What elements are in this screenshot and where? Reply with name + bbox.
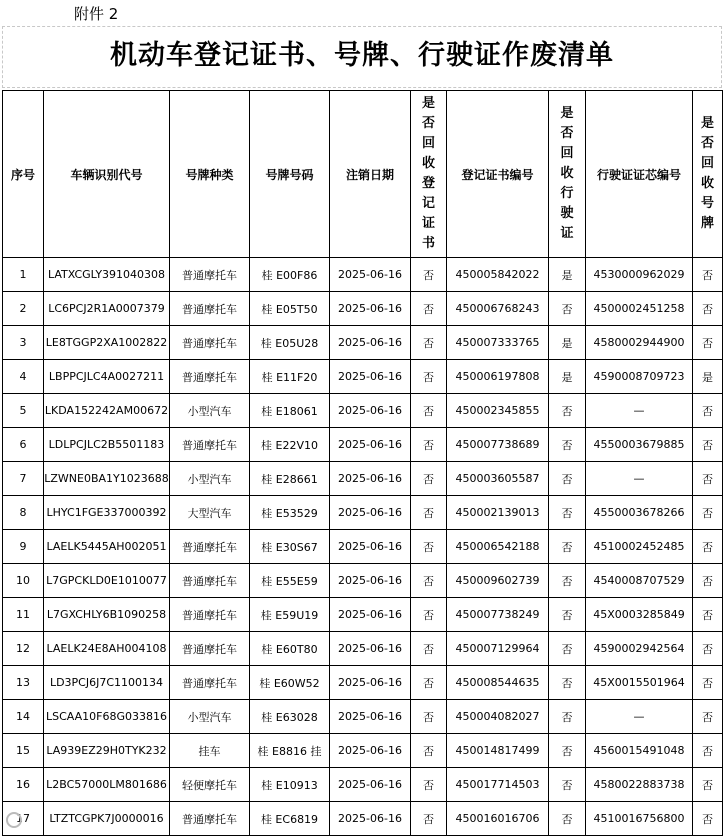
attachment-label: 附件 2 xyxy=(74,5,119,23)
header-vin: 车辆识别代号 xyxy=(44,91,170,258)
row-license-chip-no: 4550003679885 xyxy=(586,428,693,462)
row-license-chip-no: 4510016756800 xyxy=(586,802,693,836)
row-vin: LATXCGLY391040308 xyxy=(44,258,170,292)
row-cancel-date: 2025-06-16 xyxy=(330,598,411,632)
row-plate-no: 桂 E63028 xyxy=(250,700,330,734)
row-license-chip-no: 4580022883738 xyxy=(586,768,693,802)
row-recover-license: 否 xyxy=(549,428,586,462)
row-recover-plate: 否 xyxy=(693,632,723,666)
row-seq: 7 xyxy=(3,462,44,496)
row-license-chip-no: 4530000962029 xyxy=(586,258,693,292)
row-seq: 11 xyxy=(3,598,44,632)
row-recover-license: 否 xyxy=(549,632,586,666)
row-plate-type: 小型汽车 xyxy=(170,462,250,496)
table-row xyxy=(3,768,723,802)
row-cert-no: 450007333765 xyxy=(447,326,549,360)
row-plate-type: 小型汽车 xyxy=(170,394,250,428)
row-cert-no: 450008544635 xyxy=(447,666,549,700)
row-seq: 9 xyxy=(3,530,44,564)
row-plate-type: 普通摩托车 xyxy=(170,258,250,292)
table-row xyxy=(3,360,723,394)
table-body xyxy=(3,258,723,836)
row-plate-no: 桂 E60W52 xyxy=(250,666,330,700)
row-cancel-date: 2025-06-16 xyxy=(330,394,411,428)
row-recover-plate: 否 xyxy=(693,258,723,292)
row-license-chip-no: 4590002942564 xyxy=(586,632,693,666)
row-cancel-date: 2025-06-16 xyxy=(330,632,411,666)
header-plate-type: 号牌种类 xyxy=(170,91,250,258)
row-recover-license: 否 xyxy=(549,802,586,836)
row-recover-cert: 否 xyxy=(411,734,447,768)
row-recover-cert: 否 xyxy=(411,598,447,632)
row-recover-cert: 否 xyxy=(411,666,447,700)
row-license-chip-no: — xyxy=(586,462,693,496)
row-license-chip-no: 4580002944900 xyxy=(586,326,693,360)
row-vin: L2BC57000LM801686 xyxy=(44,768,170,802)
row-recover-cert: 否 xyxy=(411,394,447,428)
row-recover-plate: 否 xyxy=(693,734,723,768)
row-plate-no: 桂 E22V10 xyxy=(250,428,330,462)
title-box xyxy=(2,26,722,88)
row-plate-type: 普通摩托车 xyxy=(170,598,250,632)
row-recover-cert: 否 xyxy=(411,428,447,462)
row-plate-no: 桂 E59U19 xyxy=(250,598,330,632)
row-plate-no: 桂 E05U28 xyxy=(250,326,330,360)
row-cert-no: 450017714503 xyxy=(447,768,549,802)
row-plate-type: 普通摩托车 xyxy=(170,326,250,360)
row-license-chip-no: 4500002451258 xyxy=(586,292,693,326)
row-cert-no: 450002139013 xyxy=(447,496,549,530)
row-cert-no: 450007738689 xyxy=(447,428,549,462)
row-seq: 8 xyxy=(3,496,44,530)
row-cert-no: 450007129964 xyxy=(447,632,549,666)
row-plate-no: 桂 E10913 xyxy=(250,768,330,802)
table-row xyxy=(3,700,723,734)
row-recover-license: 否 xyxy=(549,530,586,564)
row-vin: L7GPCKLD0E1010077 xyxy=(44,564,170,598)
row-recover-plate: 否 xyxy=(693,292,723,326)
row-recover-cert: 否 xyxy=(411,802,447,836)
row-cancel-date: 2025-06-16 xyxy=(330,428,411,462)
watermark-logo-icon xyxy=(6,812,22,828)
row-recover-plate: 否 xyxy=(693,700,723,734)
row-recover-license: 否 xyxy=(549,598,586,632)
row-recover-plate: 否 xyxy=(693,530,723,564)
table-row xyxy=(3,530,723,564)
table-row xyxy=(3,394,723,428)
row-recover-cert: 否 xyxy=(411,360,447,394)
row-cancel-date: 2025-06-16 xyxy=(330,258,411,292)
row-vin: LTZTCGPK7J0000016 xyxy=(44,802,170,836)
row-license-chip-no: 4510002452485 xyxy=(586,530,693,564)
table-row xyxy=(3,496,723,530)
row-cert-no: 450006197808 xyxy=(447,360,549,394)
row-recover-plate: 否 xyxy=(693,496,723,530)
row-plate-no: 桂 E53529 xyxy=(250,496,330,530)
row-vin: L7GXCHLY6B1090258 xyxy=(44,598,170,632)
row-vin: LE8TGGP2XA1002822 xyxy=(44,326,170,360)
row-vin: LZWNE0BA1Y1023688 xyxy=(44,462,170,496)
row-plate-no: 桂 E05T50 xyxy=(250,292,330,326)
row-recover-license: 否 xyxy=(549,564,586,598)
row-recover-license: 否 xyxy=(549,666,586,700)
row-recover-plate: 否 xyxy=(693,598,723,632)
row-plate-type: 普通摩托车 xyxy=(170,530,250,564)
row-plate-type: 普通摩托车 xyxy=(170,802,250,836)
row-recover-cert: 否 xyxy=(411,564,447,598)
row-license-chip-no: — xyxy=(586,394,693,428)
row-license-chip-no: 4550003678266 xyxy=(586,496,693,530)
row-recover-cert: 否 xyxy=(411,768,447,802)
row-vin: LHYC1FGE337000392 xyxy=(44,496,170,530)
row-vin: LBPPCJLC4A0027211 xyxy=(44,360,170,394)
row-plate-type: 普通摩托车 xyxy=(170,360,250,394)
row-cert-no: 450014817499 xyxy=(447,734,549,768)
row-recover-plate: 否 xyxy=(693,326,723,360)
row-seq: 13 xyxy=(3,666,44,700)
row-recover-cert: 否 xyxy=(411,258,447,292)
header-cert-no: 登记证书编号 xyxy=(447,91,549,258)
table-row xyxy=(3,632,723,666)
row-plate-no: 桂 E28661 xyxy=(250,462,330,496)
row-recover-cert: 否 xyxy=(411,700,447,734)
row-cert-no: 450009602739 xyxy=(447,564,549,598)
row-seq: 17 xyxy=(3,802,44,836)
row-seq: 12 xyxy=(3,632,44,666)
row-vin: LA939EZ29H0TYK232 xyxy=(44,734,170,768)
row-license-chip-no: 4540008707529 xyxy=(586,564,693,598)
row-plate-no: 桂 E8816 挂 xyxy=(250,734,330,768)
row-license-chip-no: 45X0015501964 xyxy=(586,666,693,700)
row-plate-type: 小型汽车 xyxy=(170,700,250,734)
row-seq: 4 xyxy=(3,360,44,394)
row-cancel-date: 2025-06-16 xyxy=(330,734,411,768)
row-cert-no: 450006542188 xyxy=(447,530,549,564)
row-cert-no: 450003605587 xyxy=(447,462,549,496)
watermark xyxy=(6,812,25,828)
table-row xyxy=(3,258,723,292)
header-recover-plate: 是否回收号牌 xyxy=(693,91,723,258)
row-cancel-date: 2025-06-16 xyxy=(330,700,411,734)
table-row xyxy=(3,564,723,598)
row-plate-no: 桂 E30S67 xyxy=(250,530,330,564)
row-cert-no: 450002345855 xyxy=(447,394,549,428)
table-row xyxy=(3,428,723,462)
row-plate-type: 轻便摩托车 xyxy=(170,768,250,802)
row-cancel-date: 2025-06-16 xyxy=(330,530,411,564)
row-cert-no: 450007738249 xyxy=(447,598,549,632)
page-title: 机动车登记证书、号牌、行驶证作废清单 xyxy=(110,40,614,71)
row-plate-type: 挂车 xyxy=(170,734,250,768)
row-recover-plate: 否 xyxy=(693,428,723,462)
row-cert-no: 450016016706 xyxy=(447,802,549,836)
header-recover-cert: 是否回收登记证书 xyxy=(411,91,447,258)
row-plate-type: 大型汽车 xyxy=(170,496,250,530)
table-row xyxy=(3,802,723,836)
row-recover-license: 否 xyxy=(549,462,586,496)
row-recover-plate: 否 xyxy=(693,666,723,700)
row-recover-plate: 否 xyxy=(693,394,723,428)
row-seq: 10 xyxy=(3,564,44,598)
row-seq: 6 xyxy=(3,428,44,462)
header-seq: 序号 xyxy=(3,91,44,258)
row-recover-license: 否 xyxy=(549,394,586,428)
row-cancel-date: 2025-06-16 xyxy=(330,666,411,700)
header-license-chip-no: 行驶证证芯编号 xyxy=(586,91,693,258)
row-recover-cert: 否 xyxy=(411,496,447,530)
table-row xyxy=(3,666,723,700)
row-vin: LSCAA10F68G033816 xyxy=(44,700,170,734)
row-vin: LKDA152242AM00672 xyxy=(44,394,170,428)
row-cert-no: 450004082027 xyxy=(447,700,549,734)
row-plate-type: 普通摩托车 xyxy=(170,666,250,700)
row-recover-license: 否 xyxy=(549,700,586,734)
row-recover-license: 否 xyxy=(549,496,586,530)
row-cancel-date: 2025-06-16 xyxy=(330,292,411,326)
row-seq: 3 xyxy=(3,326,44,360)
row-cert-no: 450006768243 xyxy=(447,292,549,326)
row-seq: 15 xyxy=(3,734,44,768)
row-seq: 14 xyxy=(3,700,44,734)
row-plate-no: 桂 E55E59 xyxy=(250,564,330,598)
row-recover-cert: 否 xyxy=(411,462,447,496)
row-vin: LD3PCJ6J7C1100134 xyxy=(44,666,170,700)
row-cancel-date: 2025-06-16 xyxy=(330,496,411,530)
row-vin: LAELK24E8AH004108 xyxy=(44,632,170,666)
row-cancel-date: 2025-06-16 xyxy=(330,360,411,394)
header-plate-no: 号牌号码 xyxy=(250,91,330,258)
header-cancel-date: 注销日期 xyxy=(330,91,411,258)
row-vin: LC6PCJ2R1A0007379 xyxy=(44,292,170,326)
row-recover-license: 否 xyxy=(549,768,586,802)
header-recover-license: 是否回收行驶证 xyxy=(549,91,586,258)
row-plate-type: 普通摩托车 xyxy=(170,564,250,598)
row-vin: LDLPCJLC2B5501183 xyxy=(44,428,170,462)
row-recover-cert: 否 xyxy=(411,530,447,564)
table-row xyxy=(3,598,723,632)
row-recover-cert: 否 xyxy=(411,292,447,326)
row-recover-license: 是 xyxy=(549,326,586,360)
cancellation-table xyxy=(2,90,723,836)
row-plate-no: 桂 EC6819 xyxy=(250,802,330,836)
row-seq: 5 xyxy=(3,394,44,428)
row-recover-plate: 否 xyxy=(693,564,723,598)
row-license-chip-no: 4560015491048 xyxy=(586,734,693,768)
row-cancel-date: 2025-06-16 xyxy=(330,564,411,598)
row-plate-no: 桂 E00F86 xyxy=(250,258,330,292)
row-recover-plate: 否 xyxy=(693,802,723,836)
row-plate-no: 桂 E60T80 xyxy=(250,632,330,666)
row-recover-plate: 否 xyxy=(693,462,723,496)
row-plate-type: 普通摩托车 xyxy=(170,428,250,462)
table-row xyxy=(3,734,723,768)
row-seq: 16 xyxy=(3,768,44,802)
row-recover-license: 否 xyxy=(549,734,586,768)
row-recover-plate: 是 xyxy=(693,360,723,394)
row-plate-no: 桂 E11F20 xyxy=(250,360,330,394)
row-license-chip-no: 45X0003285849 xyxy=(586,598,693,632)
row-recover-license: 否 xyxy=(549,292,586,326)
row-recover-plate: 否 xyxy=(693,768,723,802)
row-license-chip-no: 4590008709723 xyxy=(586,360,693,394)
row-vin: LAELK5445AH002051 xyxy=(44,530,170,564)
row-cancel-date: 2025-06-16 xyxy=(330,768,411,802)
row-cancel-date: 2025-06-16 xyxy=(330,802,411,836)
row-recover-license: 是 xyxy=(549,258,586,292)
row-plate-type: 普通摩托车 xyxy=(170,292,250,326)
table-row xyxy=(3,462,723,496)
table-row xyxy=(3,292,723,326)
row-plate-no: 桂 E18061 xyxy=(250,394,330,428)
row-plate-type: 普通摩托车 xyxy=(170,632,250,666)
row-license-chip-no: — xyxy=(586,700,693,734)
row-seq: 1 xyxy=(3,258,44,292)
row-recover-cert: 否 xyxy=(411,632,447,666)
row-cancel-date: 2025-06-16 xyxy=(330,462,411,496)
header-row xyxy=(3,91,723,258)
row-cancel-date: 2025-06-16 xyxy=(330,326,411,360)
row-cert-no: 450005842022 xyxy=(447,258,549,292)
table-row xyxy=(3,326,723,360)
row-seq: 2 xyxy=(3,292,44,326)
row-recover-license: 是 xyxy=(549,360,586,394)
row-recover-cert: 否 xyxy=(411,326,447,360)
